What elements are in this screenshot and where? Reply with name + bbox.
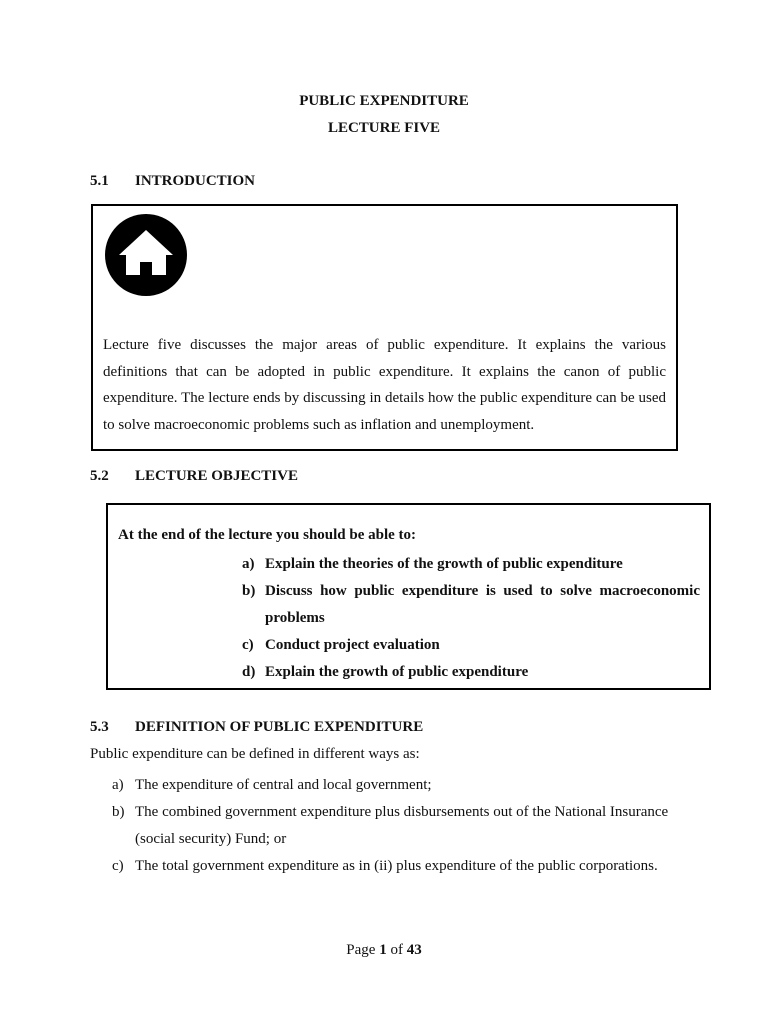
list-marker: c)	[242, 637, 254, 653]
intro-box	[91, 204, 678, 451]
list-marker: a)	[242, 556, 255, 572]
intro-paragraph: Lecture five discusses the major areas of public expenditure. It explains the various definitions that can be adopted in public expenditure. It explains the canon of public expenditure. The lecture ends by discussing in details how the public expenditure can be used to solve macroeconomic problems such as inflation and unemployment.	[103, 337, 666, 433]
list-text: Conduct project evaluation	[265, 637, 440, 653]
list-item	[112, 772, 692, 799]
list-marker: b)	[112, 804, 125, 820]
page-label: Page	[346, 942, 376, 958]
section-title: DEFINITION OF PUBLIC EXPENDITURE	[135, 719, 424, 735]
home-icon	[104, 213, 188, 297]
list-text: Explain the growth of public expenditure	[265, 664, 529, 680]
objectives-list	[242, 551, 700, 686]
list-item	[112, 799, 692, 853]
objectives-lead: At the end of the lecture you should be able to:	[118, 527, 417, 543]
document-title: PUBLIC EXPENDITURE	[299, 93, 469, 109]
list-marker: d)	[242, 664, 256, 680]
section-heading-definition	[90, 719, 423, 736]
objectives-box	[106, 503, 711, 690]
list-marker: c)	[112, 858, 124, 874]
section-heading-intro	[90, 173, 255, 190]
page-total: 43	[406, 942, 422, 958]
list-text: The expenditure of central and local government;	[135, 777, 432, 793]
document-subtitle: LECTURE FIVE	[327, 120, 441, 136]
list-marker: a)	[112, 777, 124, 793]
page-current: 1	[379, 942, 387, 958]
definition-list	[112, 772, 692, 880]
list-item	[242, 551, 700, 578]
list-text: Explain the theories of the growth of public expenditure	[265, 556, 623, 572]
section-title: LECTURE OBJECTIVE	[135, 468, 298, 484]
list-text: Discuss how public expenditure is used to solve macroeconomic problems	[265, 583, 700, 626]
list-item	[242, 578, 700, 632]
section-number: 5.2	[90, 468, 109, 484]
section-number: 5.3	[90, 719, 109, 735]
list-item	[242, 659, 700, 686]
list-text: The total government expenditure as in (ii) plus expenditure of the public corporations.	[135, 858, 658, 874]
definition-intro: Public expenditure can be defined in different ways as:	[90, 746, 420, 762]
section-number: 5.1	[90, 173, 109, 189]
of-label: of	[390, 942, 403, 958]
section-heading-objective	[90, 468, 298, 485]
list-item	[242, 632, 700, 659]
list-marker: b)	[242, 583, 256, 599]
list-item	[112, 853, 692, 880]
section-title: INTRODUCTION	[135, 173, 256, 189]
list-text: The combined government expenditure plus disbursements out of the National Insurance (social security) Fund; or	[135, 804, 669, 847]
page-footer	[0, 942, 768, 959]
